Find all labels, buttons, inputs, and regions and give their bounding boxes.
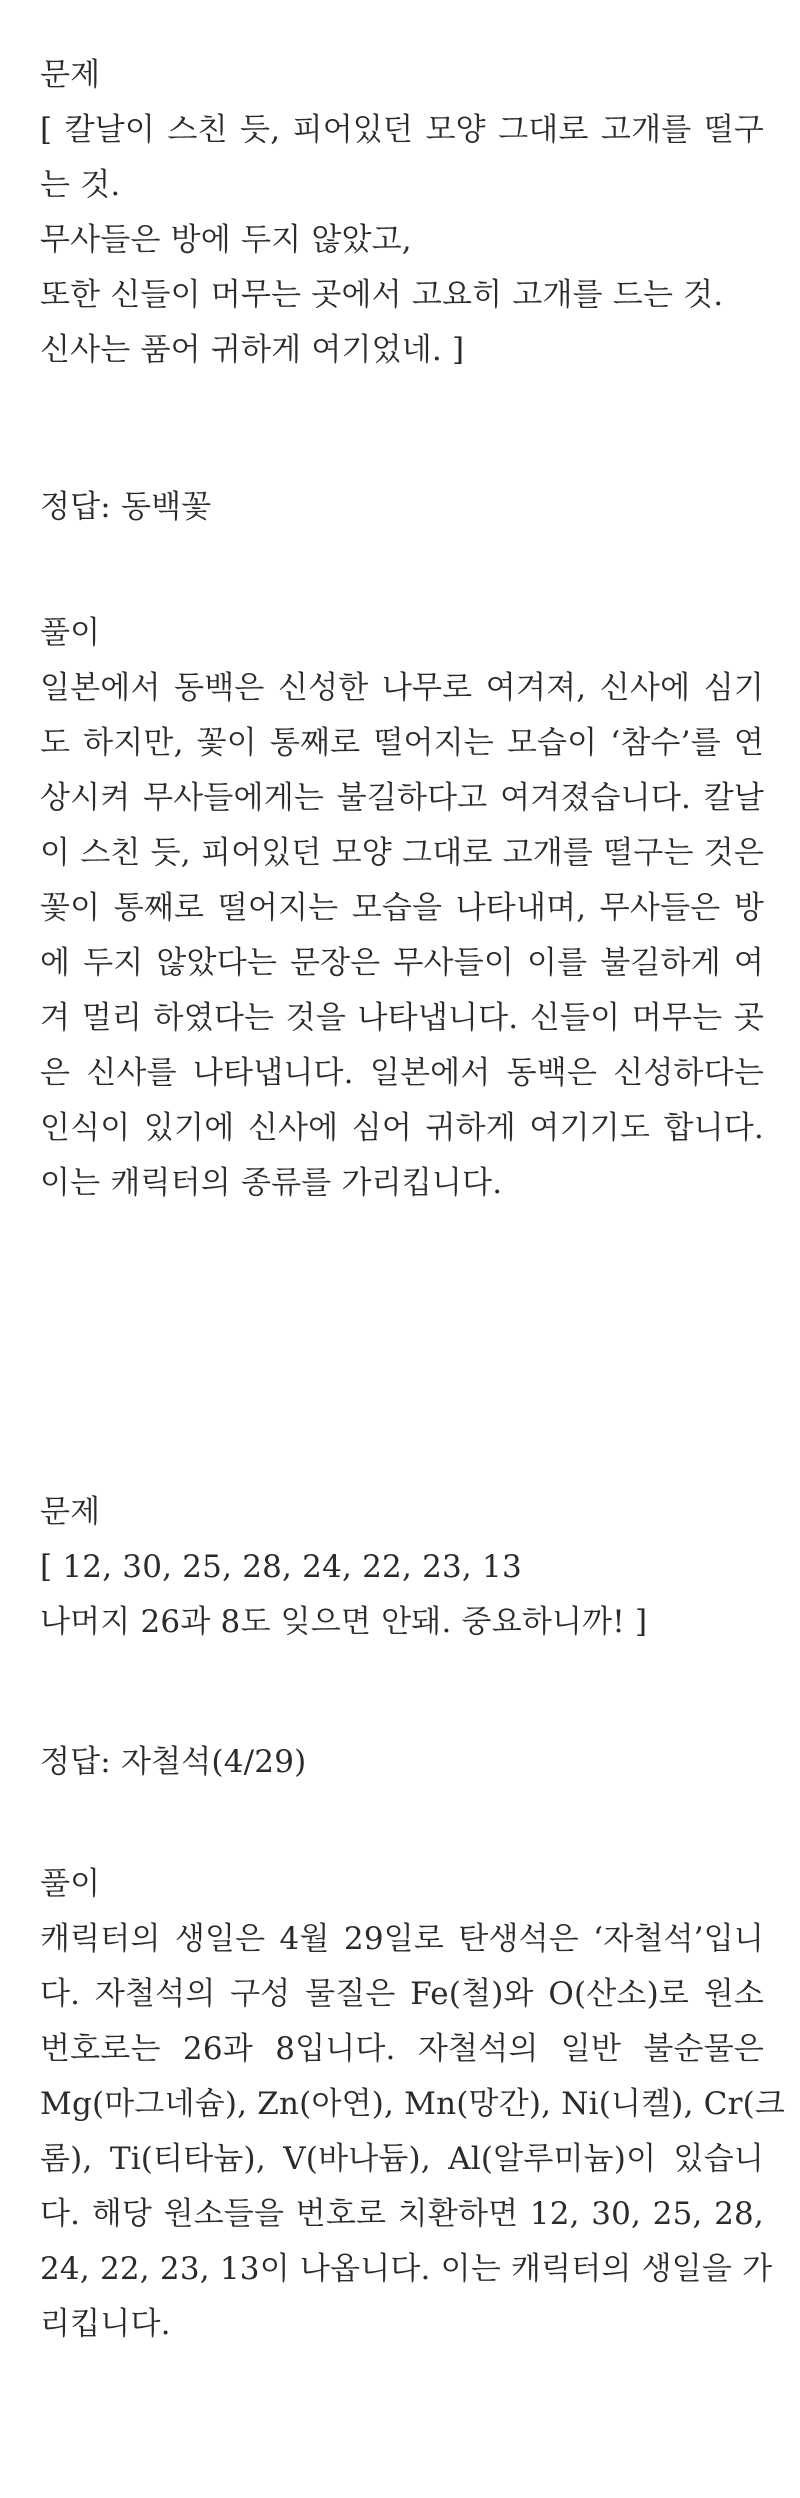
quiz2-question-line: [ 12, 30, 25, 28, 24, 22, 23, 13 (40, 1549, 522, 1585)
quiz2-explanation-line: 24, 22, 23, 13이 나옵니다. 이는 캐릭터의 생일을 가 (40, 2251, 773, 2287)
quiz2-explanation-line: 리킵니다. (40, 2306, 171, 2342)
quiz1-question-label: 문제 (40, 57, 101, 93)
quiz1-question-block (40, 48, 764, 378)
quiz1-explanation-line: 에 두지 않았다는 문장은 무사들이 이를 불길하게 여 (40, 945, 764, 981)
quiz2-explanation-line: 다. 자철석의 구성 물질은 Fe(철)와 O(산소)로 원소 (40, 1976, 764, 2012)
quiz1-answer: 정답: 동백꽃 (40, 489, 212, 525)
quiz1-explanation-line: 일본에서 동백은 신성한 나무로 여겨져, 신사에 심기 (40, 670, 764, 706)
quiz1-explanation-line: 이는 캐릭터의 종류를 가리킵니다. (40, 1165, 503, 1201)
quiz1-question-line: 또한 신들이 머무는 곳에서 고요히 고개를 드는 것. (40, 277, 724, 313)
quiz2-explanation-line: 번호로는 26과 8입니다. 자철석의 일반 불순물은 (40, 2031, 764, 2067)
quiz1-explanation-line: 은 신사를 나타냅니다. 일본에서 동백은 신성하다는 (40, 1055, 764, 1091)
quiz2-explanation-line: 캐릭터의 생일은 4월 29일로 탄생석은 ‘자철석’입니 (40, 1921, 764, 1957)
quiz2-question-line: 나머지 26과 8도 잊으면 안돼. 중요하니까! ] (40, 1604, 648, 1640)
quiz1-explanation-line: 꽃이 통째로 떨어지는 모습을 나타내며, 무사들은 방 (40, 890, 764, 926)
quiz1-question-line: 무사들은 방에 두지 않았고, (40, 222, 412, 258)
quiz2-explanation-label: 풀이 (40, 1866, 101, 1902)
quiz1-answer-block (40, 480, 764, 535)
quiz2-explanation-block (40, 1857, 786, 2352)
quiz2-answer: 정답: 자철석(4/29) (40, 1744, 307, 1780)
quiz1-question-line: [ 칼날이 스친 듯, 피어있던 모양 그대로 고개를 떨구 (40, 112, 764, 148)
quiz1-explanation-line: 인식이 있기에 신사에 심어 귀하게 여기기도 합니다. (40, 1110, 764, 1146)
quiz2-explanation-line: Mg(마그네슘), Zn(아연), Mn(망간), Ni(니켈), Cr(크 (40, 2086, 786, 2122)
quiz2-question-label: 문제 (40, 1494, 101, 1530)
quiz2-explanation-line: 롬), Ti(티타늄), V(바나듐), Al(알루미늄)이 있습니 (40, 2141, 764, 2177)
quiz2-explanation-line: 다. 해당 원소들을 번호로 치환하면 12, 30, 25, 28, (40, 2196, 764, 2232)
quiz1-explanation-line: 이 스친 듯, 피어있던 모양 그대로 고개를 떨구는 것은 (40, 835, 764, 871)
quiz2-answer-block (40, 1735, 764, 1790)
quiz2-question-block (40, 1485, 764, 1650)
quiz1-explanation-line: 겨 멀리 하였다는 것을 나타냅니다. 신들이 머무는 곳 (40, 1000, 764, 1036)
quiz1-explanation-block (40, 606, 764, 1211)
quiz1-explanation-label: 풀이 (40, 615, 101, 651)
quiz1-question-line: 는 것. (40, 167, 121, 203)
quiz1-explanation-line: 도 하지만, 꽃이 통째로 떨어지는 모습이 ‘참수’를 연 (40, 725, 764, 761)
quiz1-question-line: 신사는 품어 귀하게 여기었네. ] (40, 332, 465, 368)
quiz1-explanation-line: 상시켜 무사들에게는 불길하다고 여겨졌습니다. 칼날 (40, 780, 764, 816)
